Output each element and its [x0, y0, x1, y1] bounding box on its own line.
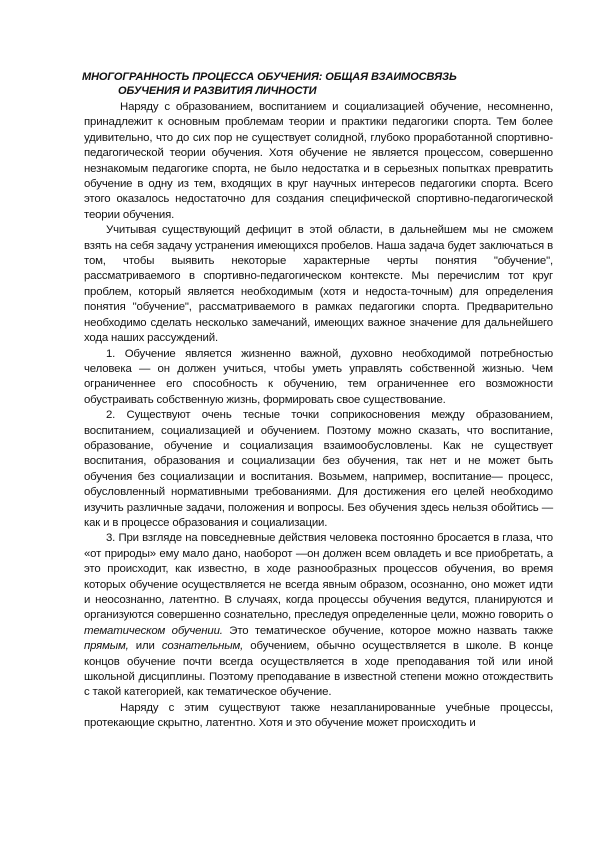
page-title: [82, 70, 542, 98]
paragraph-5-part-a: 3. При взгляде на повседневные действия человека постоянно бросается в глаза, что «от природы» ему мало дано, наоборот —он должен всем овладеть и все приобретать, а это происходит, как известно, в ходе разнообразных процессов обучения, во время которых обучение осуществляется не всегда явным образом, осознанно, оно может идти и неосознанно, латентно. В случаях, когда процессы обучения ведутся, планируются и организуются совершенно сознательно, преследуя определенные цели, можно говорить о: [84, 532, 553, 622]
paragraph-6: Наряду с этим существуют также незапланированные учебные процессы, протекающие скрытно, латентно. Хотя и это обучение может происходить и: [84, 701, 553, 730]
paragraph-1: Наряду с образованием, воспитанием и социализацией обучение, несомненно, принадлежит к основным проблемам теории и практики педагогики спорта. Тем более удивительно, что до сих пор не существует солидной, глубоко проработанной спортивно-педагогической теории обучения. Хотя обучение не является процессом, совершенно незнакомым педагогике спорта, не было недостатка и в серьезных попытках превратить обучение в одну из тем, входящих в круг научных интересов педагогики спорта. Всего этого оказалось недостаточно для создания специфической спортивно-педагогической теории обучения.: [84, 101, 553, 221]
paragraph-3: 1. Обучение является жизненно важной, духовно необходимой потребностью человека — он должен учиться, чтобы уметь управлять собственной жизнью. Чем ограниченнее его способность к обучению, тем ограниченнее его возможности обустраивать собственную жизнь, формировать свое существование.: [84, 347, 553, 406]
paragraph-5-part-c: или: [128, 640, 162, 653]
paragraph-5-part-d: обучением, обычно осуществляется в школе. В конце концов обучение почти всегда осуществляется в ходе преподавания той или иной школьной дисциплины. Поэтому преподавание в известной степени можно отождествить с такой категорией, как тематическое обучение.: [84, 640, 553, 699]
body-text: [84, 100, 553, 732]
paragraph-2: Учитывая существующий дефицит в этой области, в дальнейшем мы не сможем взять на себя задачу устранения имеющихся пробелов. Наша задача будет заключаться в том, чтобы выявить некоторые характерные черты понятия "обучение", рассматриваемого в спортивно-педагогическом контексте. Мы перечислим тот круг проблем, который является необходимым (хотя и недоста-точным) для определения понятия "обучение", рассматриваемого в рамках педагогики спорта. Предварительно необходимо сделать несколько замечаний, имеющих важное значение для дальнейшего хода наших рассуждений.: [84, 224, 553, 345]
direct-term: прямым,: [84, 640, 129, 653]
title-line-1: МНОГОГРАННОСТЬ ПРОЦЕССА ОБУЧЕНИЯ: ОБЩАЯ ВЗАИМОСВЯЗЬ: [82, 71, 457, 83]
thematic-learning-term: тематическом обучении.: [84, 624, 223, 637]
paragraph-5: [84, 531, 553, 700]
title-line-2: ОБУЧЕНИЯ И РАЗВИТИЯ ЛИЧНОСТИ: [118, 85, 317, 97]
paragraph-4: 2. Существуют очень тесные точки соприкосновения между образованием, воспитанием, социализацией и обучением. Поэтому можно сказать, что воспитание, образование, обучение и социализация взаимообусловлены. Как не существует воспитания, образования и социализации без обучения, так нет и не может быть обучения без социализации и воспитания. Возьмем, например, воспитание— процесс, обусловленный нормативными требованиями. Для достижения его целей необходимо изучить различные задачи, положения и вопросы. Без обучения здесь нельзя обойтись — как и в процессе образования и социализации.: [84, 409, 553, 529]
paragraph-5-part-b: Это тематическое обучение, которое можно назвать также: [222, 624, 553, 637]
conscious-term: сознательным,: [161, 640, 244, 653]
